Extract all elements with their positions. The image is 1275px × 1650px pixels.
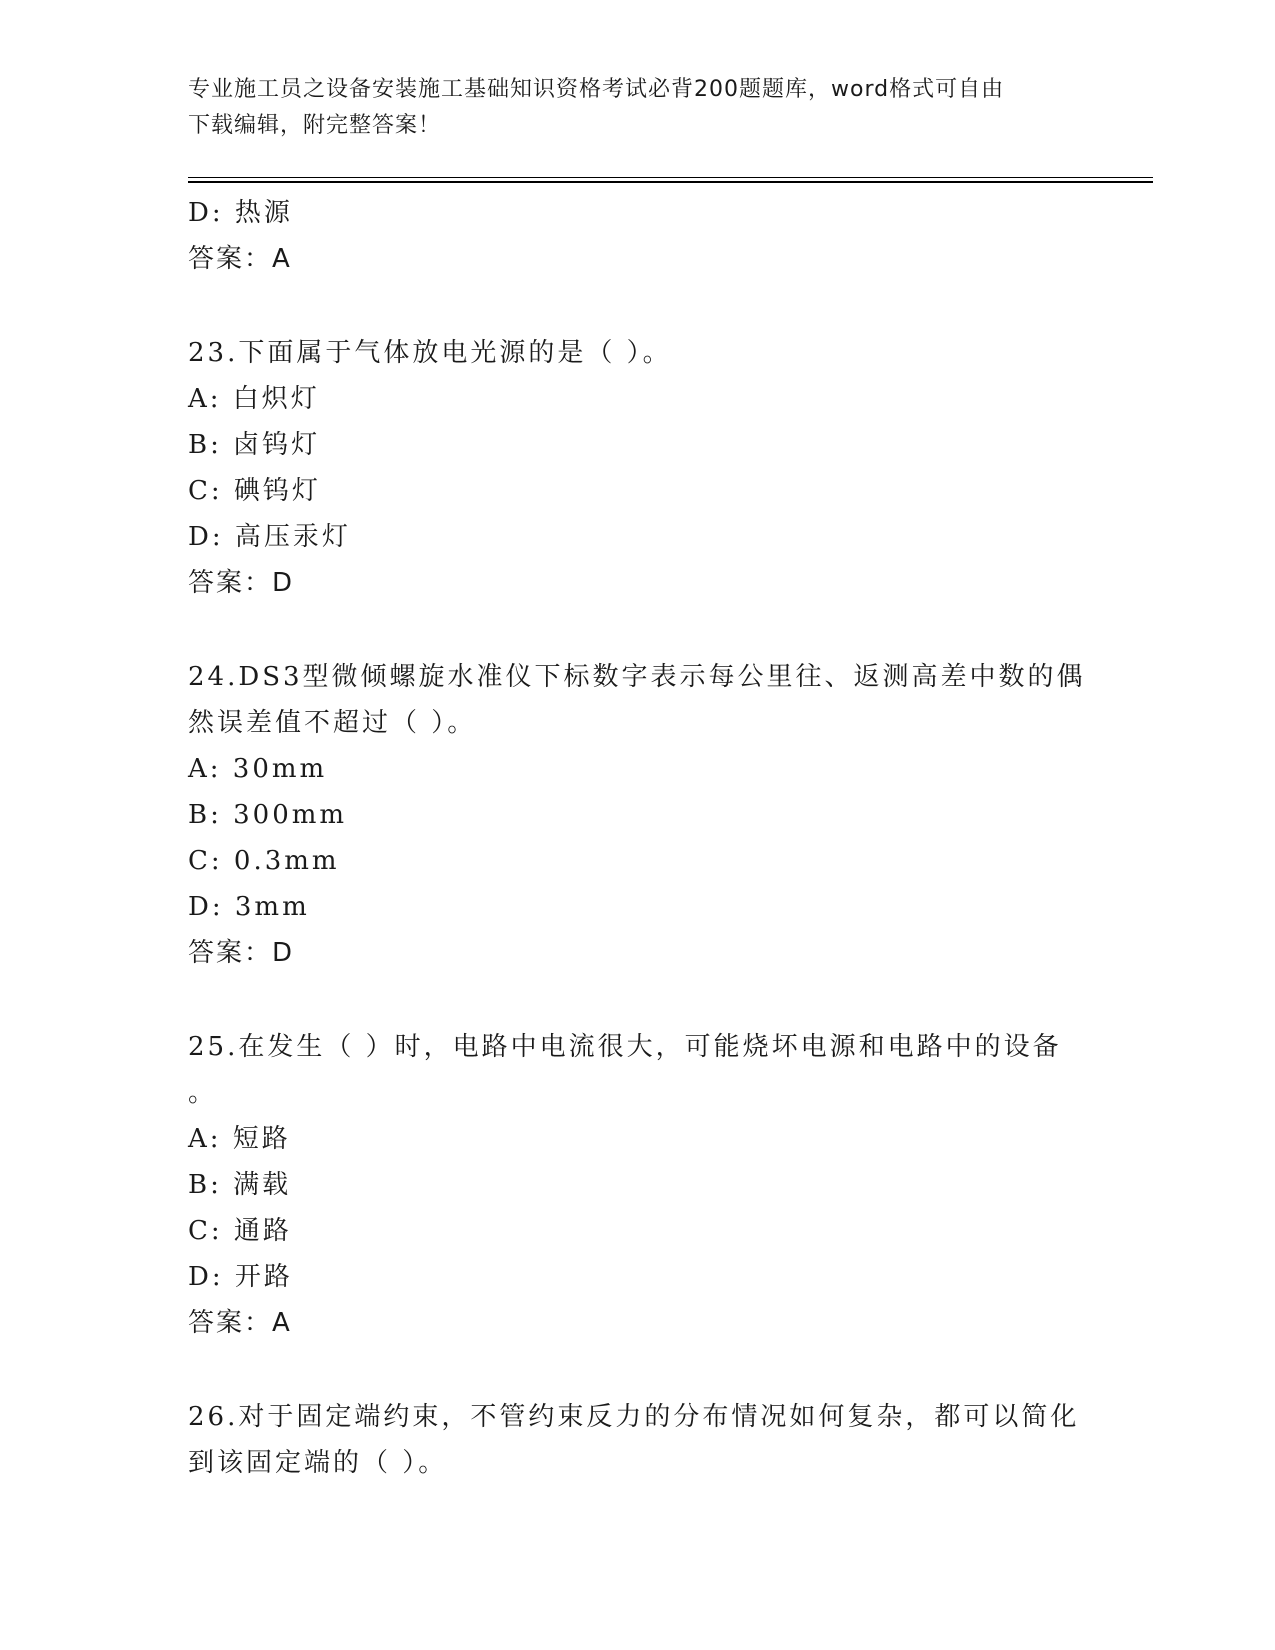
q25-stem-line-2: 。 [188, 1078, 218, 1108]
document-header [188, 72, 1068, 144]
q24-option-d: D: 3mm [188, 892, 310, 922]
q23-option-a: A: 白炽灯 [188, 384, 320, 414]
q25-option-d: D: 开路 [188, 1262, 293, 1292]
q23-answer: 答案：D [188, 568, 295, 598]
q24-option-c: C: 0.3mm [188, 846, 340, 876]
q24-option-b: B: 300mm [188, 800, 348, 830]
q24-option-a: A: 30mm [188, 754, 328, 784]
q22-answer: 答案：A [188, 244, 292, 274]
q25-stem-line-1: 25.在发生（ ）时，电路中电流很大，可能烧坏电源和电路中的设备 [188, 1032, 1062, 1062]
header-title-line-1: 专业施工员之设备安装施工基础知识资格考试必背200题题库，word格式可自由 [188, 77, 1005, 102]
q25-option-a: A: 短路 [188, 1124, 291, 1154]
q23-option-d: D: 高压汞灯 [188, 522, 351, 552]
header-title-line-2: 下载编辑，附完整答案！ [188, 113, 442, 138]
q23-stem: 23.下面属于气体放电光源的是（ ）。 [188, 338, 672, 368]
q24-stem-line-2: 然误差值不超过（ ）。 [188, 708, 477, 738]
q24-stem-line-1: 24.DS3型微倾螺旋水准仪下标数字表示每公里往、返测高差中数的偶 [188, 662, 1086, 692]
q26-stem-line-1: 26.对于固定端约束，不管约束反力的分布情况如何复杂，都可以简化 [188, 1402, 1080, 1432]
header-divider-bottom [188, 181, 1153, 183]
spacer [188, 976, 1088, 1024]
q23-option-b: B: 卤钨灯 [188, 430, 321, 460]
spacer [188, 606, 1088, 654]
q22-option-d: D: 热源 [188, 198, 293, 228]
q24-answer: 答案：D [188, 938, 295, 968]
header-divider-top [188, 177, 1153, 178]
question-list [188, 190, 1088, 1486]
q26-stem-line-2: 到该固定端的（ ）。 [188, 1448, 448, 1478]
spacer [188, 1346, 1088, 1394]
q23-option-c: C: 碘钨灯 [188, 476, 321, 506]
q25-option-c: C: 通路 [188, 1216, 292, 1246]
spacer [188, 282, 1088, 330]
q25-option-b: B: 满载 [188, 1170, 292, 1200]
q25-answer: 答案：A [188, 1308, 292, 1338]
